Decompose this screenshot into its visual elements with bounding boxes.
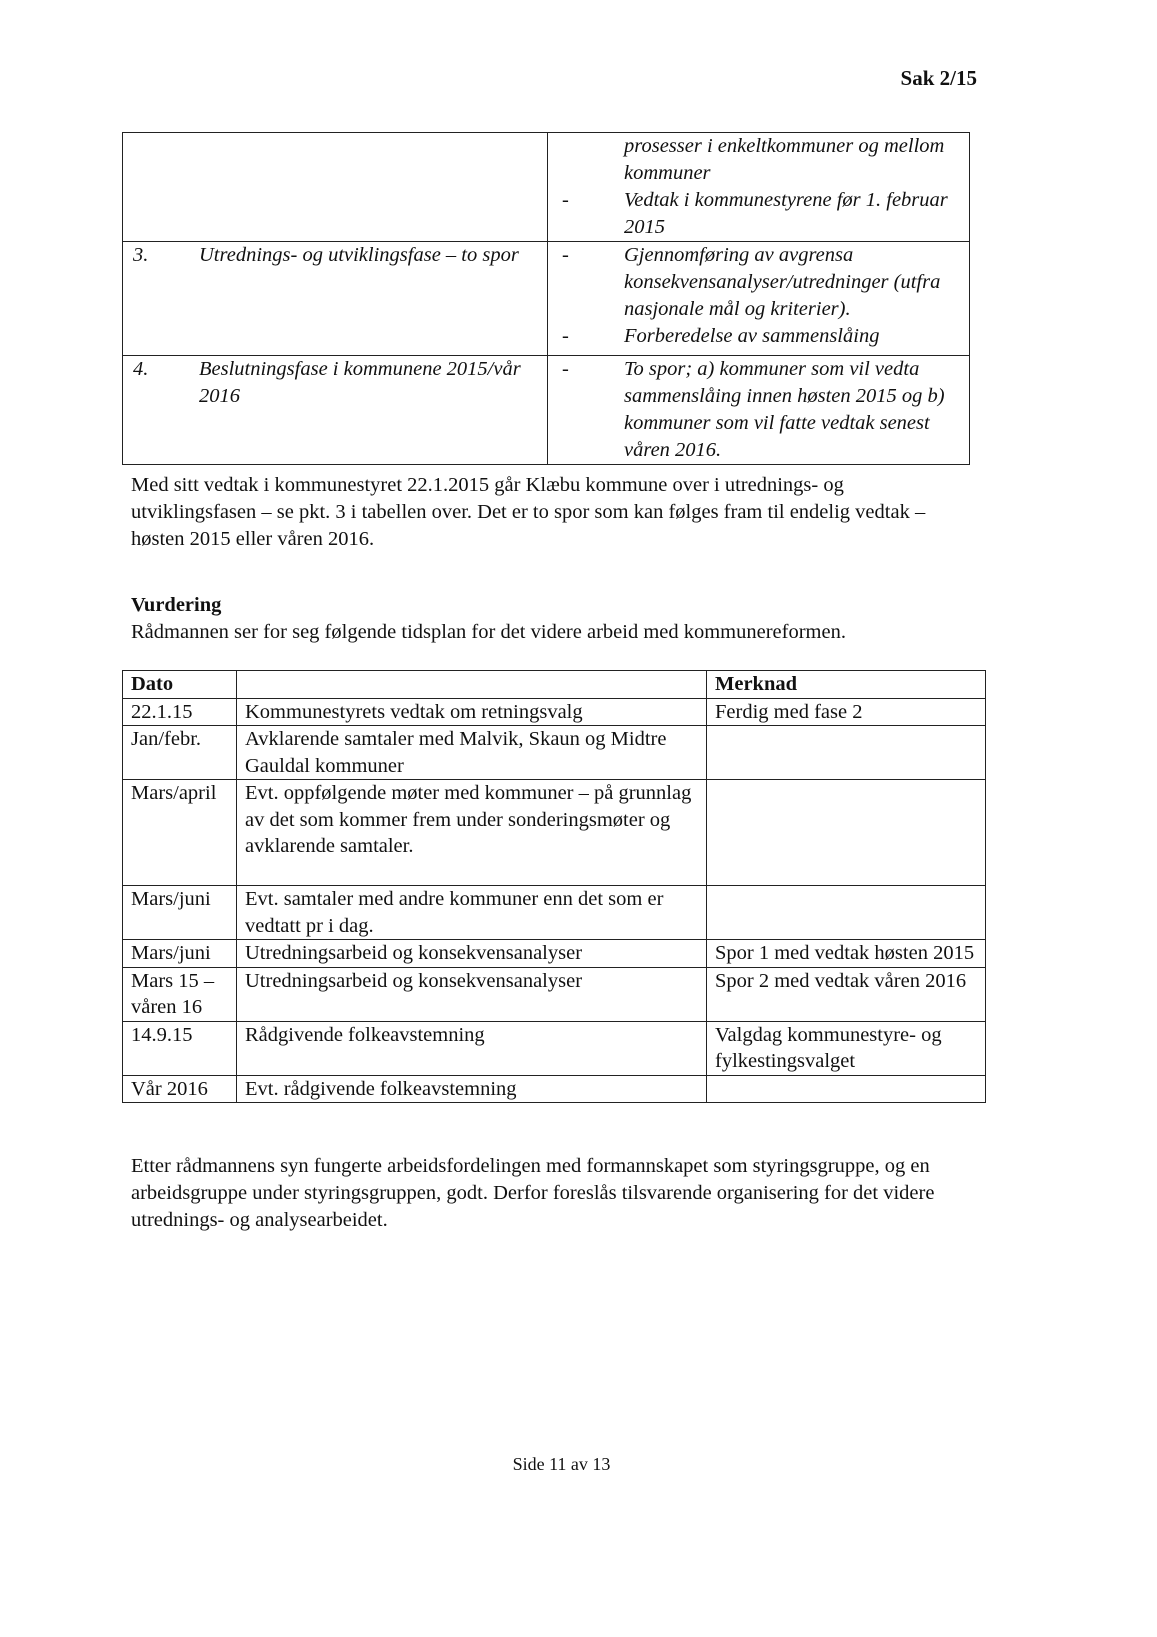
case-number: Sak 2/15 [900,66,977,90]
cell-date: Vår 2016 [123,1075,237,1103]
cell-date: Mars/juni [123,886,237,940]
phase-number: 3. [133,244,149,266]
table-header-row [123,671,986,699]
cell-note: Ferdig med fase 2 [707,698,986,726]
phase-table [122,132,970,465]
table-row [123,1021,986,1075]
cell-activity: Evt. oppfølgende møter med kommuner – på grunnlag av det som kommer frem under sonderingsmøter og avklarende samtaler. [237,780,707,886]
cell-activity: Evt. samtaler med andre kommuner enn det som er vedtatt pr i dag. [237,886,707,940]
phase-bullet: - Vedtak i kommunestyrene før 1. februar 2015 [562,189,948,238]
assessment-text: Rådmannen ser for seg følgende tidsplan for det videre arbeid med kommunereformen. [131,621,846,643]
table-row [123,726,986,780]
cell-activity: Kommunestyrets vedtak om retningsvalg [237,698,707,726]
cell-date: Jan/febr. [123,726,237,780]
cell-note: Valgdag kommunestyre- og fylkestingsvalget [707,1021,986,1075]
phase-bullet: prosesser i enkeltkommuner og mellom kommuner [624,135,945,184]
phase-bullet: - Gjennomføring av avgrensa konsekvensanalyser/utredninger (utfra nasjonale mål og kriterier). [562,244,941,320]
cell-note [707,886,986,940]
cell-activity: Rådgivende folkeavstemning [237,1021,707,1075]
cell-date: 14.9.15 [123,1021,237,1075]
cell-activity: Evt. rådgivende folkeavstemning [237,1075,707,1103]
phase-bullet: - Forberedelse av sammenslåing [562,325,880,347]
table-row [123,967,986,1021]
cell-note [707,726,986,780]
table-row [123,780,986,886]
phase-row [123,356,970,465]
phase-bullet: - To spor; a) kommuner som vil vedta sammenslåing innen høsten 2015 og b) kommuner som vil fatte vedtak senest våren 2016. [562,358,945,461]
phase-title: Utrednings- og utviklingsfase – to spor [199,244,519,266]
cell-note: Spor 2 med vedtak våren 2016 [707,967,986,1021]
cell-date: Mars/juni [123,940,237,968]
phase-row [123,242,970,356]
assessment-section [131,592,931,646]
cell-date: Mars 15 – våren 16 [123,967,237,1021]
phase-row [123,133,970,242]
table-row [123,886,986,940]
cell-activity: Avklarende samtaler med Malvik, Skaun og Midtre Gauldal kommuner [237,726,707,780]
cell-note [707,780,986,886]
intro-paragraph: Med sitt vedtak i kommunestyret 22.1.2015 går Klæbu kommune over i utrednings- og utviklingsfasen – se pkt. 3 i tabellen over. Det er to spor som kan følges fram til endelig vedtak – høsten 2015 eller våren 2016. [131,474,926,550]
table-row [123,698,986,726]
table-row [123,940,986,968]
column-header-activity [237,671,707,699]
cell-date: 22.1.15 [123,698,237,726]
table-row [123,1075,986,1103]
column-header-date: Dato [123,671,237,699]
closing-paragraph: Etter rådmannens syn fungerte arbeidsfordelingen med formannskapet som styringsgruppe, og en arbeidsgruppe under styringsgruppen, godt. Derfor foreslås tilsvarende organisering for det videre utrednings- og analysearbeidet. [131,1155,935,1231]
schedule-table [122,670,986,1103]
cell-activity: Utredningsarbeid og konsekvensanalyser [237,967,707,1021]
cell-note [707,1075,986,1103]
cell-date: Mars/april [123,780,237,886]
page-number: Side 11 av 13 [512,1454,611,1474]
section-heading: Vurdering [131,594,222,616]
phase-title: Beslutningsfase i kommunene 2015/vår 2016 [199,358,521,407]
column-header-note: Merknad [707,671,986,699]
cell-activity: Utredningsarbeid og konsekvensanalyser [237,940,707,968]
phase-number: 4. [133,358,149,380]
cell-note: Spor 1 med vedtak høsten 2015 [707,940,986,968]
